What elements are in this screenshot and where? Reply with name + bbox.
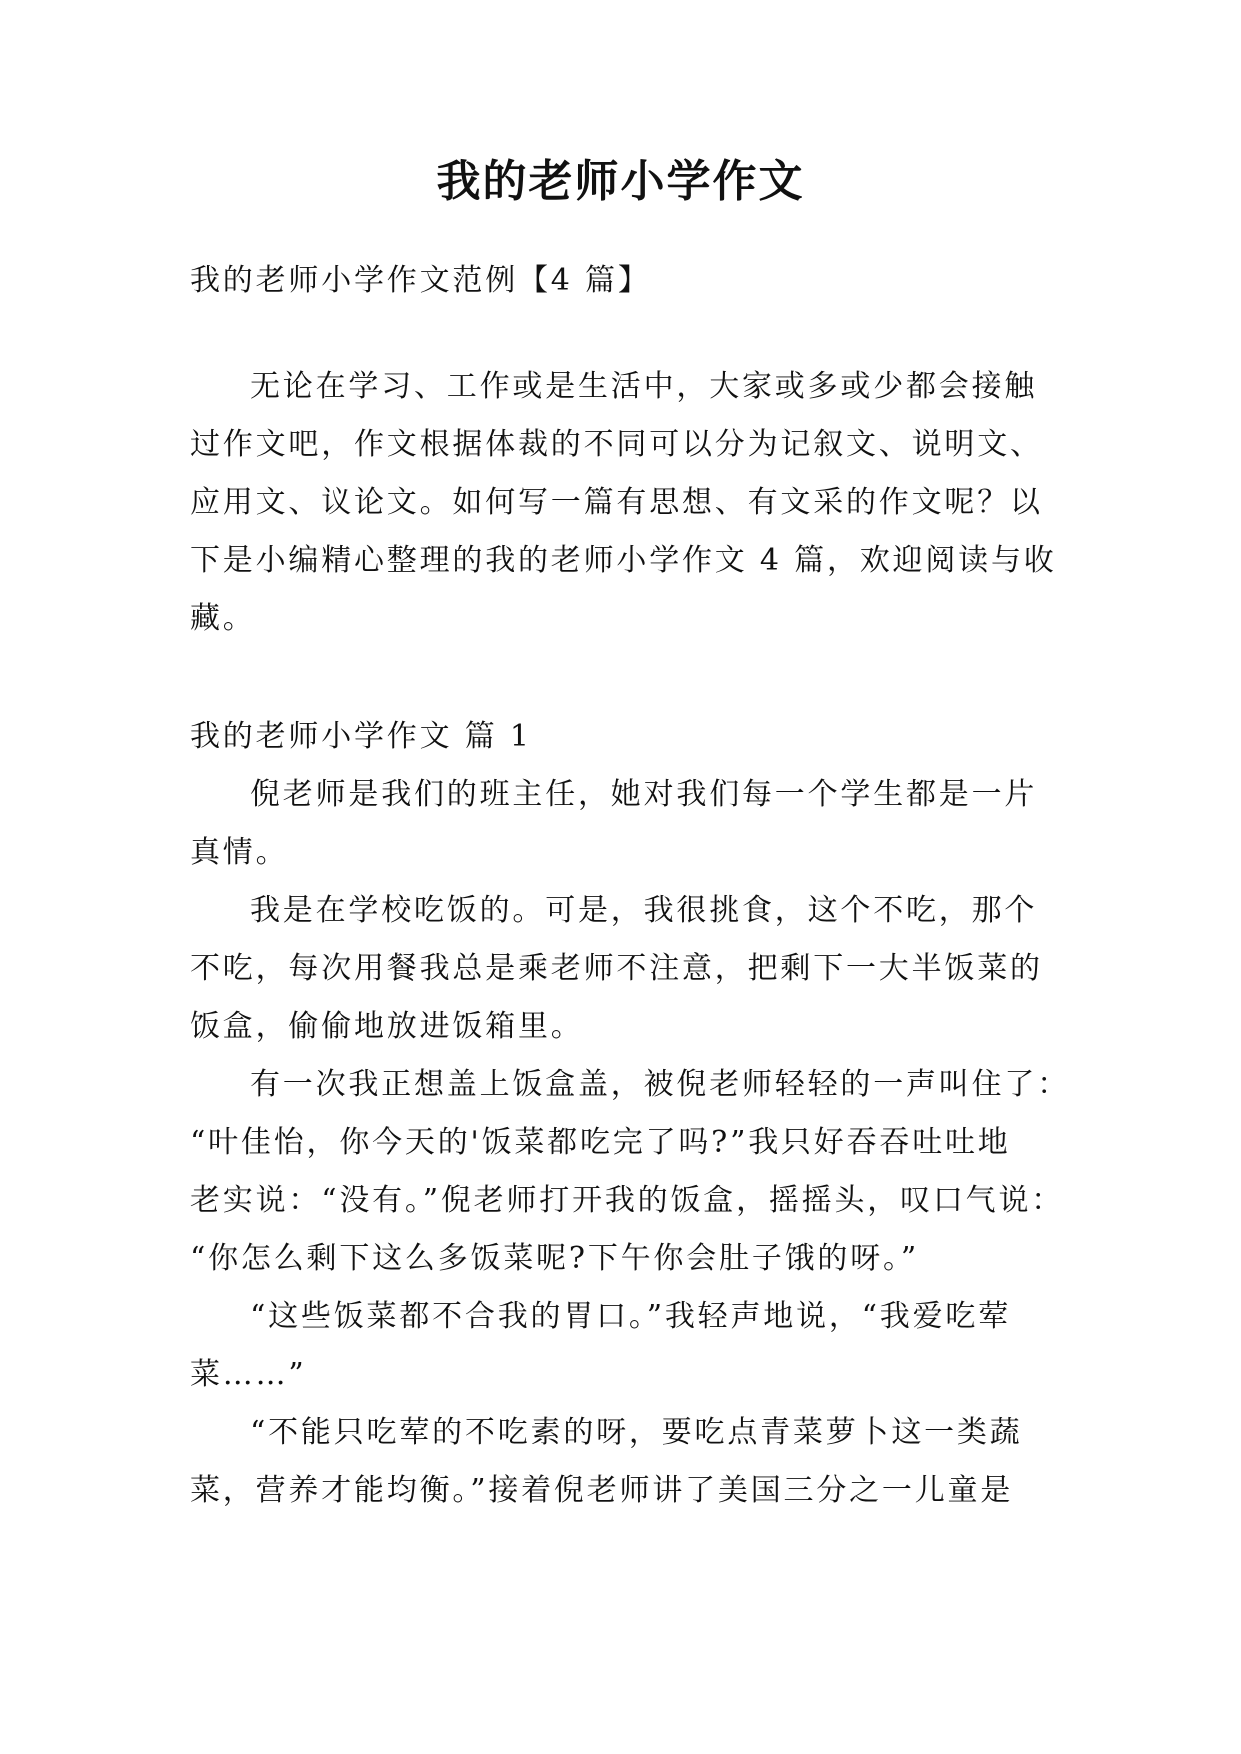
text-line: 我是在学校吃饭的。可是，我很挑食，这个不吃，那个 bbox=[250, 893, 1038, 928]
text-line: 饭盒，偷偷地放进饭箱里。 bbox=[190, 1009, 584, 1044]
text-line: 真情。 bbox=[190, 835, 289, 870]
document-title: 我的老师小学作文 bbox=[436, 156, 805, 207]
paragraph bbox=[190, 358, 1057, 648]
text-line: 过作文吧，作文根据体裁的不同可以分为记叙文、说明文、 bbox=[190, 427, 1043, 462]
text-line: “不能只吃荤的不吃素的呀，要吃点青菜萝卜这一类蔬 bbox=[250, 1415, 1023, 1450]
text-line: 无论在学习、工作或是生活中，大家或多或少都会接触 bbox=[250, 369, 1038, 404]
paragraph bbox=[190, 1404, 1052, 1520]
text-line: 菜，营养才能均衡。”接着倪老师讲了美国三分之一儿童是 bbox=[190, 1473, 1014, 1508]
text-line: 下是小编精心整理的我的老师小学作文 4 篇，欢迎阅读与收 bbox=[190, 543, 1057, 578]
text-line: 老实说：“没有。”倪老师打开我的饭盒，摇摇头，叹口气说： bbox=[190, 1183, 1065, 1218]
text-line: “你怎么剩下这么多饭菜呢?下午你会肚子饿的呀。” bbox=[190, 1241, 919, 1276]
text-line: “叶佳怡，你今天的'饭菜都吃完了吗?”我只好吞吞吐吐地 bbox=[190, 1125, 1011, 1160]
intro-paragraph bbox=[190, 358, 1057, 648]
text-line: 藏。 bbox=[190, 601, 256, 636]
text-line: 应用文、议论文。如何写一篇有思想、有文采的作文呢？以 bbox=[190, 485, 1043, 520]
text-line: 菜……” bbox=[190, 1357, 307, 1392]
paragraph bbox=[190, 1056, 1070, 1288]
text-line: 不吃，每次用餐我总是乘老师不注意，把剩下一大半饭菜的 bbox=[190, 951, 1043, 986]
section-1 bbox=[190, 708, 1070, 1520]
section-heading: 我的老师小学作文 篇 1 bbox=[190, 719, 532, 754]
document-subtitle: 我的老师小学作文范例【4 篇】 bbox=[190, 263, 651, 298]
text-line: 倪老师是我们的班主任，她对我们每一个学生都是一片 bbox=[250, 777, 1038, 812]
subtitle-block bbox=[190, 252, 1052, 310]
paragraph bbox=[190, 1288, 1052, 1404]
text-line: 有一次我正想盖上饭盒盖，被倪老师轻轻的一声叫住了： bbox=[250, 1067, 1070, 1102]
paragraph bbox=[190, 882, 1052, 1056]
paragraph bbox=[190, 766, 1052, 882]
text-line: “这些饭菜都不合我的胃口。”我轻声地说，“我爱吃荤 bbox=[250, 1299, 1012, 1334]
